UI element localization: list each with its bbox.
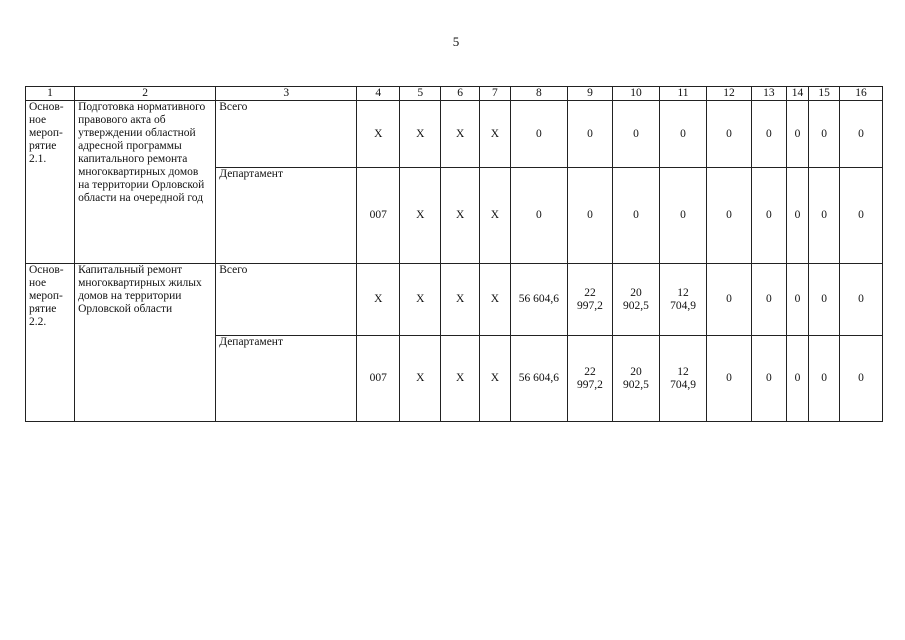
header-cell: 16 (839, 87, 882, 101)
value-cell: 0 (839, 336, 882, 422)
funding-source-cell: Всего (216, 101, 357, 168)
header-cell: 9 (567, 87, 612, 101)
funding-source-cell: Департамент (216, 336, 357, 422)
value-cell: 007 (357, 336, 400, 422)
header-cell: 14 (786, 87, 808, 101)
value-cell: 0 (752, 264, 787, 336)
value-cell: Х (441, 168, 480, 264)
value-cell: Х (400, 168, 441, 264)
value-cell: 0 (567, 101, 612, 168)
value-cell: 22 997,2 (567, 264, 612, 336)
value-cell: 0 (659, 168, 706, 264)
value-cell: 0 (612, 101, 659, 168)
value-cell: 0 (510, 168, 567, 264)
value-cell: 0 (612, 168, 659, 264)
value-cell: Х (400, 264, 441, 336)
value-cell: 0 (786, 264, 808, 336)
header-cell: 4 (357, 87, 400, 101)
value-cell: 0 (839, 264, 882, 336)
value-cell: 0 (707, 264, 752, 336)
value-cell: 0 (809, 264, 840, 336)
funding-source-cell: Всего (216, 264, 357, 336)
value-cell: 0 (567, 168, 612, 264)
value-cell: 56 604,6 (510, 336, 567, 422)
header-cell: 1 (26, 87, 75, 101)
header-cell: 3 (216, 87, 357, 101)
value-cell: 22 997,2 (567, 336, 612, 422)
value-cell: Х (480, 168, 511, 264)
page-number: 5 (452, 34, 460, 49)
value-cell: Х (357, 264, 400, 336)
measure-description-cell: Подготовка нормативного правового акта об утверждении областной адресной программы капитального ремонта многоквартирных домов на территории Орловской области на очередной год (75, 101, 216, 264)
value-cell: 0 (839, 101, 882, 168)
header-cell: 11 (659, 87, 706, 101)
header-cell: 13 (752, 87, 787, 101)
value-cell: 0 (809, 101, 840, 168)
value-cell: 12 704,9 (659, 336, 706, 422)
value-cell: Х (400, 101, 441, 168)
funding-source-cell: Департамент (216, 168, 357, 264)
header-cell: 2 (75, 87, 216, 101)
value-cell: 20 902,5 (612, 336, 659, 422)
value-cell: 20 902,5 (612, 264, 659, 336)
value-cell: 0 (707, 101, 752, 168)
value-cell: 0 (510, 101, 567, 168)
value-cell: Х (441, 101, 480, 168)
value-cell: 0 (707, 336, 752, 422)
value-cell: 0 (786, 101, 808, 168)
header-cell: 12 (707, 87, 752, 101)
value-cell: 0 (786, 168, 808, 264)
value-cell: Х (441, 336, 480, 422)
measure-code-cell: Основ-ное мероп-рятие 2.1. (26, 101, 75, 264)
value-cell: Х (480, 264, 511, 336)
value-cell: 0 (752, 336, 787, 422)
value-cell: Х (480, 336, 511, 422)
value-cell: 0 (659, 101, 706, 168)
value-cell: 0 (752, 168, 787, 264)
value-cell: 0 (839, 168, 882, 264)
program-table (25, 86, 883, 422)
value-cell: 12 704,9 (659, 264, 706, 336)
value-cell: 0 (809, 336, 840, 422)
value-cell: 0 (786, 336, 808, 422)
header-cell: 10 (612, 87, 659, 101)
value-cell: 0 (752, 101, 787, 168)
measure-code-cell: Основ-ное мероп-рятие 2.2. (26, 264, 75, 422)
value-cell: Х (480, 101, 511, 168)
header-cell: 8 (510, 87, 567, 101)
value-cell: Х (441, 264, 480, 336)
header-row (26, 87, 883, 101)
header-cell: 5 (400, 87, 441, 101)
header-cell: 7 (480, 87, 511, 101)
value-cell: 0 (809, 168, 840, 264)
table-row (26, 101, 883, 168)
value-cell: 56 604,6 (510, 264, 567, 336)
value-cell: 007 (357, 168, 400, 264)
value-cell: 0 (707, 168, 752, 264)
header-cell: 6 (441, 87, 480, 101)
header-cell: 15 (809, 87, 840, 101)
value-cell: Х (400, 336, 441, 422)
value-cell: Х (357, 101, 400, 168)
table-row (26, 264, 883, 336)
measure-description-cell: Капитальный ремонт многоквартирных жилых домов на территории Орловской области (75, 264, 216, 422)
